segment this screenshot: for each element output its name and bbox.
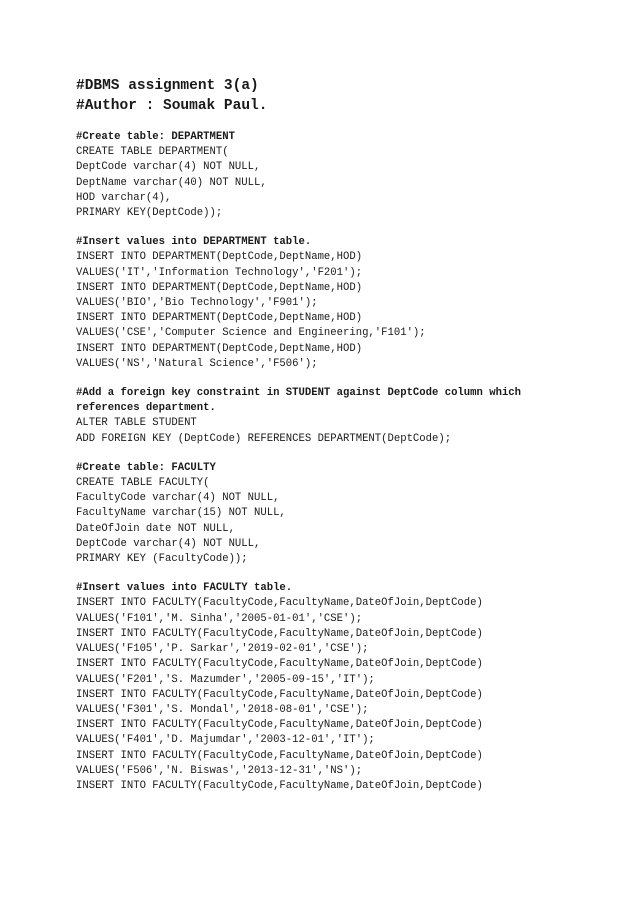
section-comment: #Add a foreign key constraint in STUDENT against DeptCode column which references department. (76, 387, 522, 415)
sql-section (76, 581, 596, 794)
code-line: FacultyCode varchar(4) NOT NULL, (76, 492, 280, 505)
document-body (76, 76, 596, 794)
code-line: VALUES('F506','N. Biswas','2013-12-31','NS'); (76, 764, 363, 777)
code-line: VALUES('NS','Natural Science','F506'); (76, 357, 318, 370)
code-line: INSERT INTO FACULTY(FacultyCode,FacultyName,DateOfJoin,DeptCode) (76, 597, 483, 610)
code-line: INSERT INTO FACULTY(FacultyCode,FacultyName,DateOfJoin,DeptCode) (76, 688, 483, 701)
code-line: VALUES('F101','M. Sinha','2005-01-01','CSE'); (76, 612, 363, 625)
sql-sections (76, 130, 596, 794)
author-line: #Author : Soumak Paul. (76, 98, 268, 114)
sql-section (76, 130, 596, 221)
document-header (76, 76, 596, 116)
code-line: INSERT INTO FACULTY(FacultyCode,FacultyName,DateOfJoin,DeptCode) (76, 749, 483, 762)
code-line: PRIMARY KEY (FacultyCode)); (76, 553, 248, 566)
section-comment: #Insert values into FACULTY table. (76, 582, 293, 595)
code-line: VALUES('F201','S. Mazumder','2005-09-15','IT'); (76, 673, 375, 686)
sql-section (76, 235, 596, 372)
code-line: INSERT INTO FACULTY(FacultyCode,FacultyName,DateOfJoin,DeptCode) (76, 627, 483, 640)
code-line: CREATE TABLE DEPARTMENT( (76, 146, 229, 159)
sql-section (76, 461, 596, 567)
code-line: PRIMARY KEY(DeptCode)); (76, 207, 223, 220)
code-line: DeptName varchar(40) NOT NULL, (76, 176, 267, 189)
sql-section (76, 386, 596, 447)
code-line: INSERT INTO FACULTY(FacultyCode,FacultyName,DateOfJoin,DeptCode) (76, 779, 483, 792)
section-comment: #Insert values into DEPARTMENT table. (76, 236, 312, 249)
code-line: VALUES('F105','P. Sarkar','2019-02-01','CSE'); (76, 643, 369, 656)
code-line: INSERT INTO DEPARTMENT(DeptCode,DeptName,HOD) (76, 342, 363, 355)
code-line: INSERT INTO FACULTY(FacultyCode,FacultyName,DateOfJoin,DeptCode) (76, 719, 483, 732)
code-line: INSERT INTO DEPARTMENT(DeptCode,DeptName,HOD) (76, 251, 363, 264)
code-line: VALUES('F301','S. Mondal','2018-08-01','CSE'); (76, 703, 369, 716)
code-line: ALTER TABLE STUDENT (76, 417, 197, 430)
code-line: VALUES('IT','Information Technology','F201'); (76, 266, 363, 279)
code-line: ADD FOREIGN KEY (DeptCode) REFERENCES DEPARTMENT(DeptCode); (76, 432, 452, 445)
section-comment: #Create table: FACULTY (76, 461, 216, 474)
code-line: CREATE TABLE FACULTY( (76, 477, 210, 490)
code-line: DeptCode varchar(4) NOT NULL, (76, 537, 261, 550)
assignment-title: #DBMS assignment 3(a) (76, 78, 259, 94)
code-line: INSERT INTO FACULTY(FacultyCode,FacultyName,DateOfJoin,DeptCode) (76, 658, 483, 671)
code-line: DeptCode varchar(4) NOT NULL, (76, 161, 261, 174)
code-line: DateOfJoin date NOT NULL, (76, 522, 235, 535)
section-comment: #Create table: DEPARTMENT (76, 131, 235, 143)
code-line: INSERT INTO DEPARTMENT(DeptCode,DeptName,HOD) (76, 312, 363, 325)
code-line: VALUES('F401','D. Majumdar','2003-12-01','IT'); (76, 734, 375, 747)
code-line: INSERT INTO DEPARTMENT(DeptCode,DeptName,HOD) (76, 281, 363, 294)
code-line: HOD varchar(4), (76, 191, 172, 204)
code-line: VALUES('BIO','Bio Technology','F901'); (76, 297, 318, 310)
code-line: FacultyName varchar(15) NOT NULL, (76, 507, 286, 520)
code-line: VALUES('CSE','Computer Science and Engineering,'F101'); (76, 327, 426, 340)
